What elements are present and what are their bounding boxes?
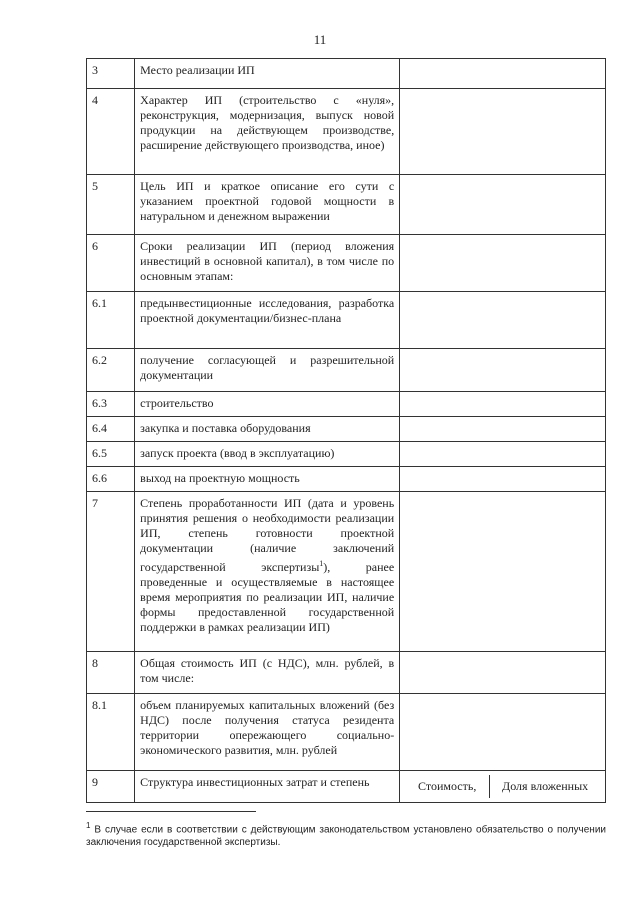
row-description: Структура инвестиционных затрат и степень	[135, 771, 400, 803]
row-value-cell[interactable]	[400, 175, 606, 235]
row-number: 4	[87, 89, 135, 175]
table-row	[87, 467, 606, 492]
table-row	[87, 694, 606, 771]
row-value-cell[interactable]	[400, 492, 606, 652]
row-value-cell[interactable]	[400, 89, 606, 175]
row-value-cell[interactable]	[400, 292, 606, 349]
table-row	[87, 771, 606, 803]
table-row	[87, 59, 606, 89]
row-description: выход на проектную мощность	[135, 467, 400, 492]
row-description-part: ), ранее проведенные и осуществляемые в настоящее время мероприятия по реализации ИП, наличие формы предоставленной государственной поддержки в рамках реализации ИП)	[140, 560, 395, 634]
page-number: 11	[313, 32, 327, 47]
footnote-reference: 1	[319, 559, 324, 568]
footnote-divider	[86, 811, 256, 812]
row-value-cell[interactable]	[400, 349, 606, 392]
table-row	[87, 652, 606, 694]
row-number: 3	[87, 59, 135, 89]
row-number: 8.1	[87, 694, 135, 771]
row-description: Место реализации ИП	[135, 59, 400, 89]
row-number: 6.4	[87, 417, 135, 442]
row-value-split	[400, 771, 606, 803]
row-description: Характер ИП (строительство с «нуля», реконструкция, модернизация, выпуск новой продукции на действующем производстве, расширение действующего производства, иное)	[135, 89, 400, 175]
table-row	[87, 175, 606, 235]
row-description: запуск проекта (ввод в эксплуатацию)	[135, 442, 400, 467]
row-value-cell[interactable]	[400, 694, 606, 771]
row-value-cell[interactable]	[400, 59, 606, 89]
footnote-text: В случае если в соответствии с действующим законодательством установлено обязательство о получении заключения государственной экспертизы.	[86, 824, 606, 849]
share-column-header: Доля вложенных	[490, 775, 600, 798]
subheader-table	[405, 775, 600, 798]
row-value-cell[interactable]	[400, 652, 606, 694]
row-value-cell[interactable]	[400, 417, 606, 442]
row-value-cell[interactable]	[400, 392, 606, 417]
row-number: 6.2	[87, 349, 135, 392]
row-value-cell[interactable]	[400, 235, 606, 292]
table-row	[87, 349, 606, 392]
row-number: 6.3	[87, 392, 135, 417]
row-description: Общая стоимость ИП (с НДС), млн. рублей, в том числе:	[135, 652, 400, 694]
row-description: объем планируемых капитальных вложений (без НДС) после получения статуса резидента территории опережающего социально-экономического развития, млн. рублей	[135, 694, 400, 771]
row-description: предынвестиционные исследования, разработка проектной документации/бизнес-плана	[135, 292, 400, 349]
table-row	[87, 89, 606, 175]
footnote-mark: 1	[86, 821, 91, 830]
row-number: 7	[87, 492, 135, 652]
row-number: 6.5	[87, 442, 135, 467]
table-row	[87, 417, 606, 442]
row-description: строительство	[135, 392, 400, 417]
row-description: Сроки реализации ИП (период вложения инвестиций в основной капитал), в том числе по основным этапам:	[135, 235, 400, 292]
row-description-part: Степень проработанности ИП (дата и уровень принятия решения о необходимости реализации ИП, степень готовности проектной документации (наличие заключений государственной экспертизы	[140, 496, 395, 574]
row-description	[135, 492, 400, 652]
footnote	[86, 819, 606, 849]
table-row	[87, 442, 606, 467]
project-info-table	[86, 58, 606, 803]
row-description: Цель ИП и краткое описание его сути с указанием проектной годовой мощности в натуральном и денежном выражении	[135, 175, 400, 235]
row-description: получение согласующей и разрешительной документации	[135, 349, 400, 392]
row-number: 5	[87, 175, 135, 235]
table-row	[87, 235, 606, 292]
row-number: 6.6	[87, 467, 135, 492]
row-number: 6	[87, 235, 135, 292]
row-value-cell[interactable]	[400, 442, 606, 467]
table-row	[87, 292, 606, 349]
row-number: 6.1	[87, 292, 135, 349]
table-row	[87, 392, 606, 417]
table-row	[87, 492, 606, 652]
row-number: 9	[87, 771, 135, 803]
row-number: 8	[87, 652, 135, 694]
cost-column-header: Стоимость,	[418, 779, 477, 793]
row-value-cell[interactable]	[400, 467, 606, 492]
row-description: закупка и поставка оборудования	[135, 417, 400, 442]
